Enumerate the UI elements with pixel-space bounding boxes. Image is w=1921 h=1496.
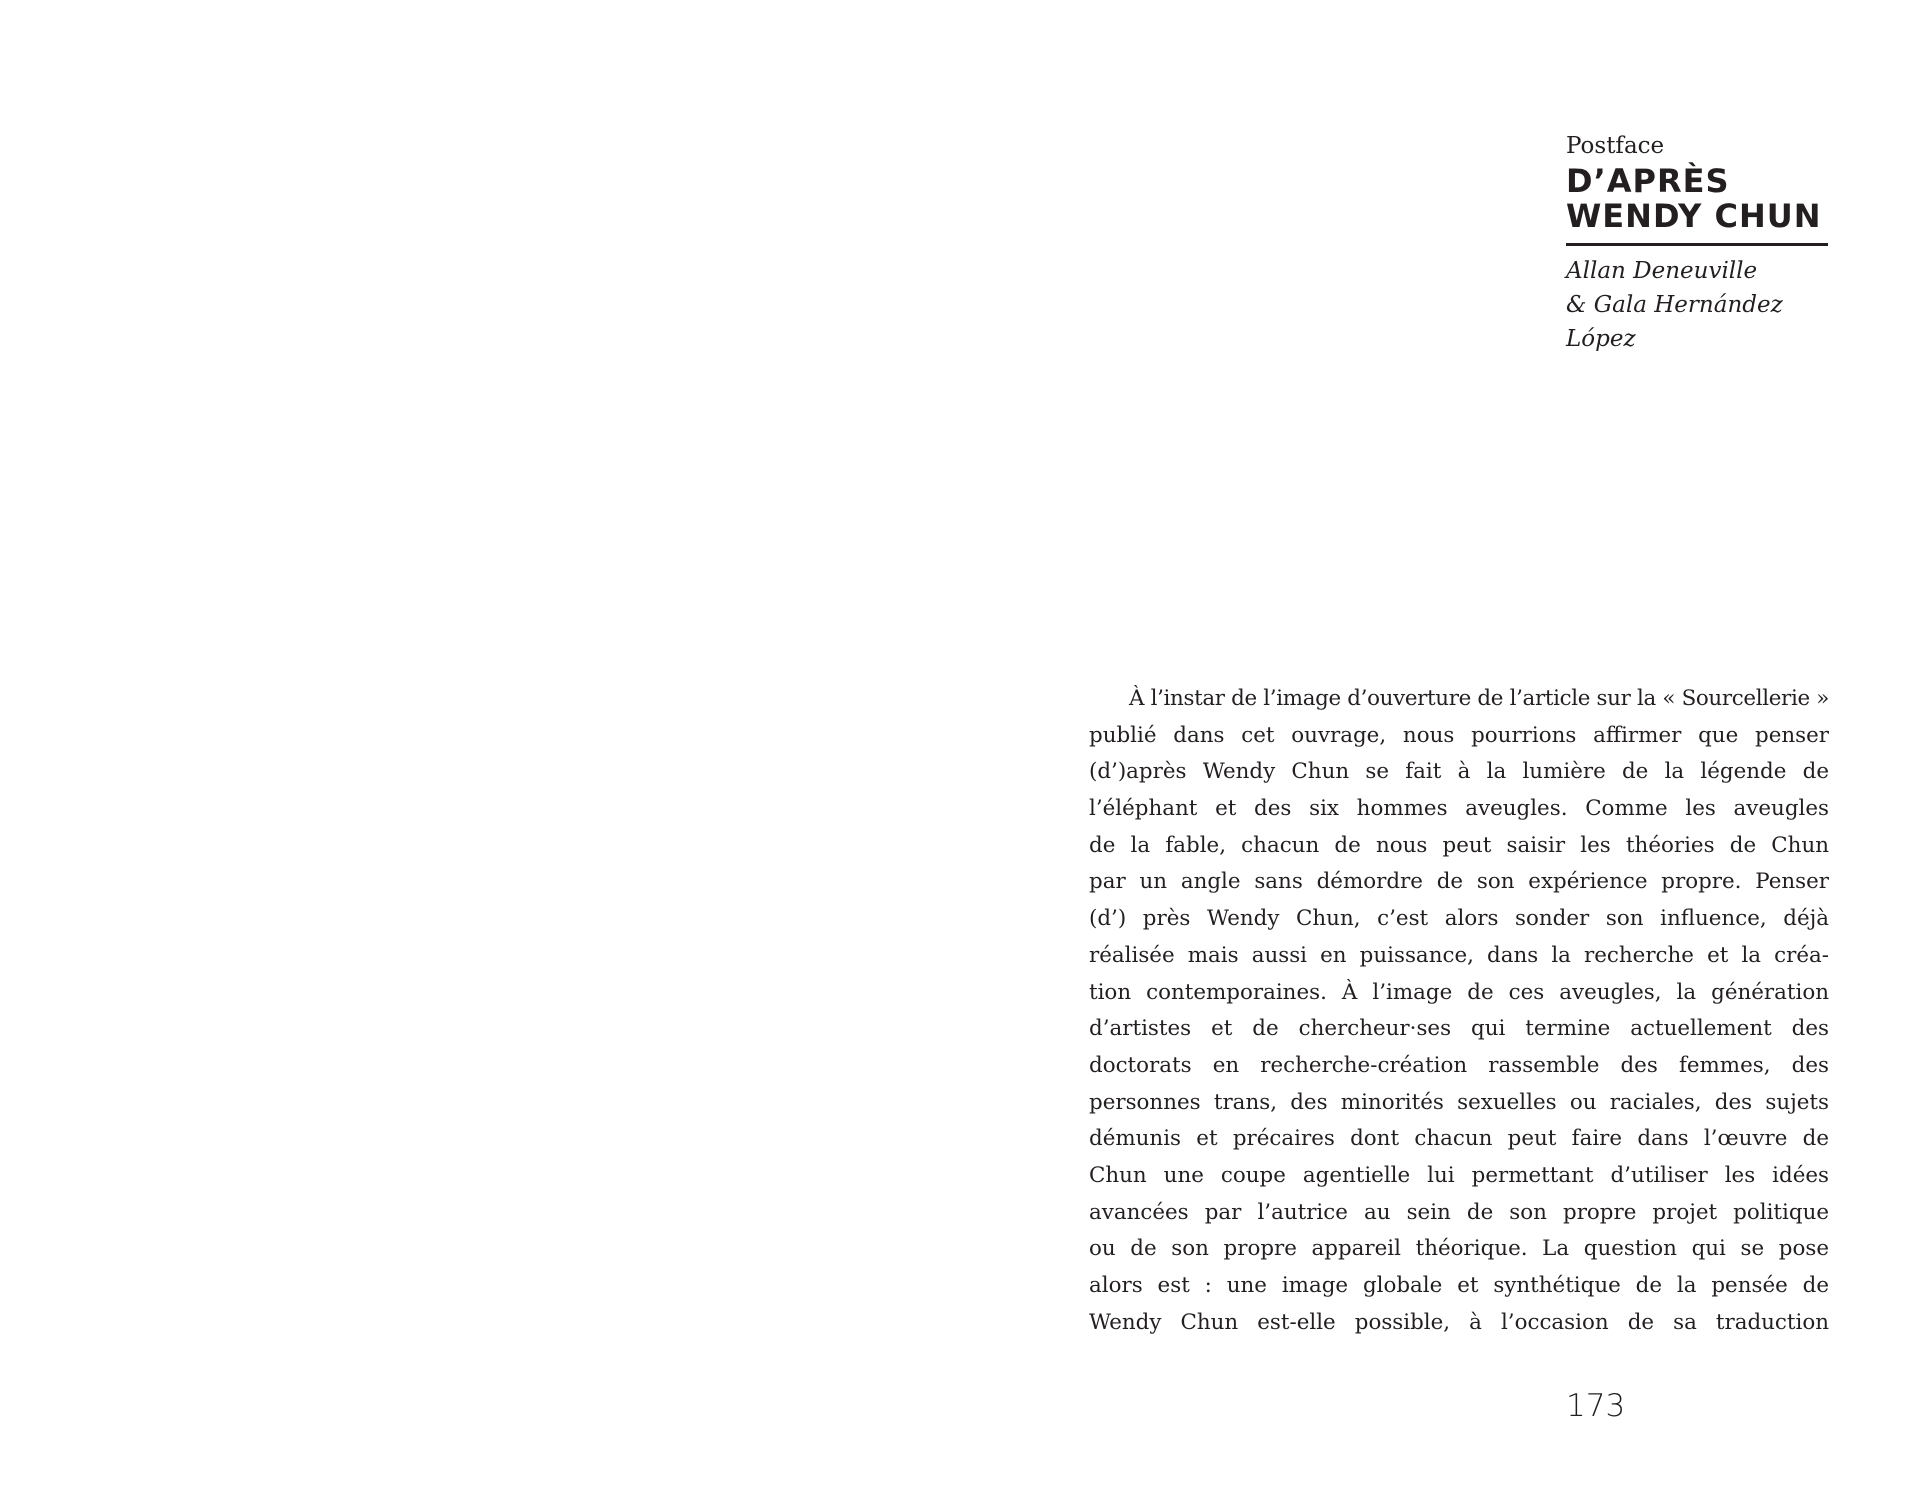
text-line: d’artistes et de chercheur·ses qui termine actuellement des — [1089, 1016, 1829, 1042]
text-line: alors est : une image globale et synthétique de la pensée de — [1089, 1273, 1829, 1298]
text-line: personnes trans, des minorités sexuelles ou raciales, des sujets — [1089, 1089, 1829, 1115]
text-line: À l’instar de l’image d’ouverture de l’article sur la « Sourcellerie » — [1129, 686, 1829, 711]
chapter-header — [1566, 132, 1828, 356]
text-line: démunis et précaires dont chacun peut faire dans l’œuvre de — [1089, 1126, 1829, 1152]
chapter-title — [1566, 164, 1828, 234]
text-line: (d’) près Wendy Chun, c’est alors sonder son influence, déjà — [1089, 906, 1829, 932]
text-line: tion contemporaines. À l’image de ces aveugles, la génération — [1089, 979, 1829, 1005]
text-line: Chun une coupe agentielle lui permettant d’utiliser les idées — [1089, 1162, 1829, 1188]
title-divider — [1566, 243, 1828, 246]
text-line: de la fable, chacun de nous peut saisir les théories de Chun — [1089, 832, 1829, 858]
text-line: avancées par l’autrice au sein de son propre projet politique — [1089, 1199, 1829, 1225]
text-line: par un angle sans démordre de son expérience propre. Penser — [1089, 869, 1829, 895]
author-line: & Gala Hernández — [1566, 292, 1783, 318]
text-line: doctorats en recherche-création rassemble des femmes, des — [1089, 1052, 1829, 1078]
text-line: ou de son propre appareil théorique. La question qui se pose — [1089, 1236, 1829, 1262]
chapter-authors — [1566, 254, 1828, 356]
chapter-title-line: D’APRÈS — [1566, 162, 1730, 200]
chapter-title-line: WENDY CHUN — [1566, 197, 1822, 235]
body-paragraph — [1089, 681, 1829, 1341]
text-line: (d’)après Wendy Chun se fait à la lumière de la légende de — [1089, 759, 1829, 785]
section-label: Postface — [1566, 133, 1665, 159]
text-line: publié dans cet ouvrage, nous pourrions affirmer que penser — [1089, 722, 1829, 748]
text-line: l’éléphant et des six hommes aveugles. Comme les aveugles — [1089, 796, 1829, 822]
text-line: réalisée mais aussi en puissance, dans la recherche et la créa- — [1089, 942, 1829, 968]
author-line: López — [1566, 326, 1636, 352]
text-line: Wendy Chun est-elle possible, à l’occasion de sa traduction — [1089, 1309, 1829, 1335]
page-number: 173 — [1566, 1388, 1626, 1424]
author-line: Allan Deneuville — [1566, 258, 1758, 284]
